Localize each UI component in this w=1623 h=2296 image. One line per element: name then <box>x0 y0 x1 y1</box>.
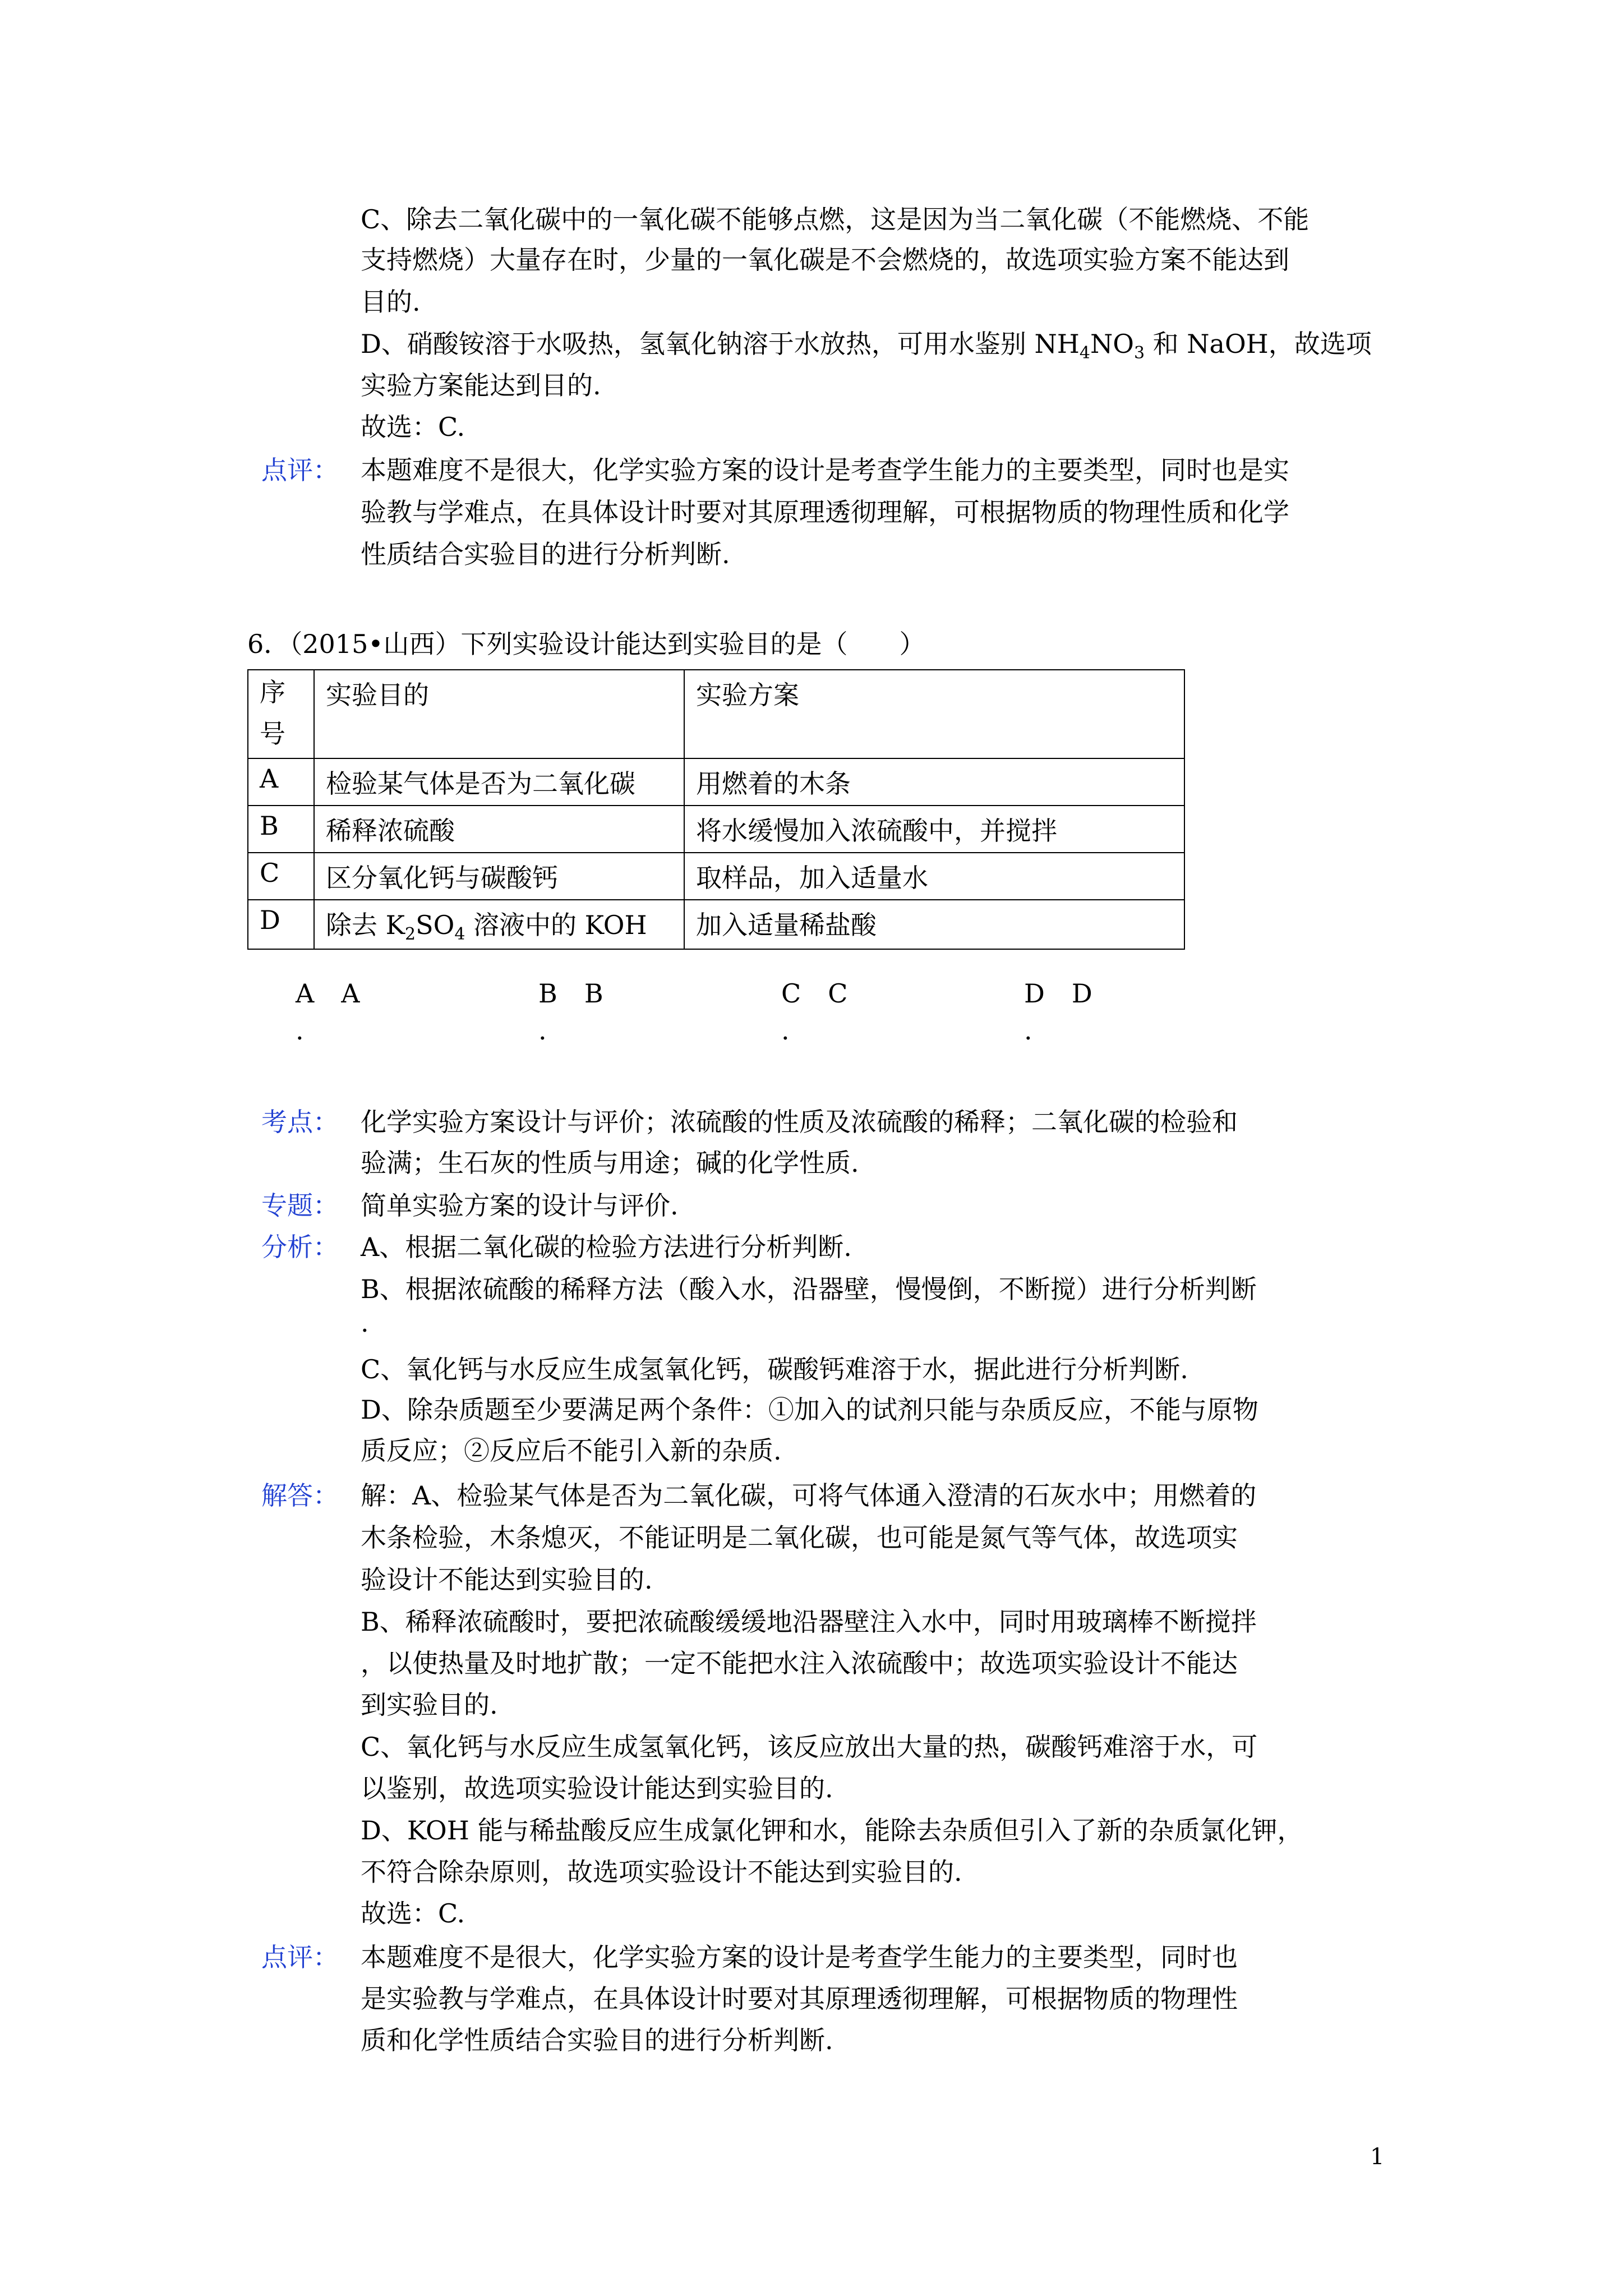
prev-comment-l2: 验教与学难点，在具体设计时要对其原理透彻理解，可根据物质的物理性质和化学 <box>361 497 1289 527</box>
row-a-goal: 检验某气体是否为二氧化碳 <box>314 758 684 806</box>
row-d-goal-sub1: 2 <box>405 924 416 944</box>
zhuanti-text: 简单实验方案的设计与评价. <box>361 1190 679 1221</box>
fenxi-l5: D、除杂质题至少要满足两个条件：①加入的试剂只能与杂质反应，不能与原物 <box>361 1395 1258 1425</box>
option-a-letter: A <box>296 978 315 1009</box>
kaodian-l1: 化学实验方案设计与评价；浓硫酸的性质及浓硫酸的稀释；二氧化碳的检验和 <box>361 1107 1238 1137</box>
header-index: 序号 <box>248 670 314 758</box>
jieda-l11: 故选：C. <box>361 1898 465 1929</box>
prev-d-line2: 实验方案能达到目的. <box>361 370 601 401</box>
jieda-l10: 不符合除杂原则，故选项实验设计不能达到实验目的. <box>361 1857 962 1887</box>
dianping-l2: 是实验教与学难点，在具体设计时要对其原理透彻理解，可根据物质的物理性 <box>361 1984 1238 2014</box>
jieda-l1: 解：A、检验某气体是否为二氧化碳，可将气体通入澄清的石灰水中；用燃着的 <box>361 1480 1257 1511</box>
row-a-plan: 用燃着的木条 <box>684 758 1184 806</box>
fenxi-l4: C、氧化钙与水反应生成氢氧化钙，碳酸钙难溶于水，据此进行分析判断. <box>361 1354 1188 1384</box>
prev-d-text-c: 和 NaOH，故选项 <box>1145 329 1372 359</box>
dianping-l1: 本题难度不是很大，化学实验方案的设计是考查学生能力的主要类型，同时也 <box>361 1942 1238 1972</box>
option-d-text: D <box>1071 978 1092 1009</box>
jieda-l9: D、KOH 能与稀盐酸反应生成氯化钾和水，能除去杂质但引入了新的杂质氯化钾， <box>361 1815 1303 1846</box>
option-b-text: B <box>584 978 603 1009</box>
prev-answer: 故选：C. <box>361 412 465 442</box>
experiment-table <box>247 669 1185 950</box>
row-d-goal <box>314 900 684 949</box>
table-row <box>248 806 1184 853</box>
row-c-plan: 取样品，加入适量水 <box>684 853 1184 900</box>
option-b[interactable] <box>538 978 603 1009</box>
table-header-row <box>248 670 1184 758</box>
row-d-goal-b: SO <box>416 910 455 940</box>
row-c-id: C <box>248 853 314 900</box>
prev-d-text-a: D、硝酸铵溶于水吸热，氢氧化钠溶于水放热，可用水鉴别 NH <box>361 329 1080 359</box>
jieda-l4: B、稀释浓硫酸时，要把浓硫酸缓缓地沿器壁注入水中，同时用玻璃棒不断搅拌 <box>361 1607 1257 1637</box>
option-d-letter: D <box>1024 978 1045 1009</box>
prev-c-line3: 目的. <box>361 287 421 317</box>
option-d-dot: . <box>1024 1015 1032 1046</box>
jieda-l7: C、氧化钙与水反应生成氢氧化钙，该反应放出大量的热，碳酸钙难溶于水，可 <box>361 1732 1258 1762</box>
option-a-dot: . <box>296 1015 304 1046</box>
prev-d-line1 <box>361 331 1372 362</box>
option-c-text: C <box>828 978 848 1009</box>
row-c-goal: 区分氧化钙与碳酸钙 <box>314 853 684 900</box>
question-stem: 6．（2015•山西）下列实验设计能达到实验目的是（ ） <box>247 629 925 659</box>
page-number: 1 <box>1370 2144 1385 2170</box>
prev-comment-l3: 性质结合实验目的进行分析判断. <box>361 539 730 569</box>
fenxi-l3: . <box>361 1308 369 1338</box>
prev-comment-l1: 本题难度不是很大，化学实验方案的设计是考查学生能力的主要类型，同时也是实 <box>361 455 1289 485</box>
table-row <box>248 758 1184 806</box>
row-b-plan: 将水缓慢加入浓硫酸中，并搅拌 <box>684 806 1184 853</box>
option-c-letter: C <box>781 978 801 1009</box>
fenxi-l2: B、根据浓硫酸的稀释方法（酸入水，沿器壁，慢慢倒，不断搅）进行分析判断 <box>361 1274 1257 1304</box>
header-goal: 实验目的 <box>314 670 684 758</box>
option-c[interactable] <box>781 978 848 1009</box>
row-d-goal-sub2: 4 <box>454 924 465 944</box>
zhuanti-label: 专题： <box>261 1190 339 1221</box>
prev-c-line2: 支持燃烧）大量存在时，少量的一氧化碳是不会燃烧的，故选项实验方案不能达到 <box>361 245 1289 275</box>
prev-d-sub2: 3 <box>1133 343 1145 363</box>
fenxi-l6: 质反应；②反应后不能引入新的杂质. <box>361 1435 782 1466</box>
option-c-dot: . <box>781 1015 790 1046</box>
row-b-id: B <box>248 806 314 853</box>
jieda-l3: 验设计不能达到实验目的. <box>361 1565 653 1595</box>
row-d-plan: 加入适量稀盐酸 <box>684 900 1184 949</box>
table-row <box>248 853 1184 900</box>
header-plan: 实验方案 <box>684 670 1184 758</box>
kaodian-l2: 验满；生石灰的性质与用途；碱的化学性质. <box>361 1148 859 1178</box>
jieda-label: 解答： <box>261 1480 339 1511</box>
option-d[interactable] <box>1024 978 1092 1009</box>
dianping-label: 点评： <box>261 1942 339 1972</box>
prev-d-sub1: 4 <box>1079 343 1090 363</box>
option-b-letter: B <box>538 978 557 1009</box>
jieda-l2: 木条检验，木条熄灭，不能证明是二氧化碳，也可能是氮气等气体，故选项实 <box>361 1522 1238 1553</box>
option-a-text: A <box>341 978 360 1009</box>
prev-c-line1: C、除去二氧化碳中的一氧化碳不能够点燃，这是因为当二氧化碳（不能燃烧、不能 <box>361 204 1310 234</box>
dianping-l3: 质和化学性质结合实验目的进行分析判断. <box>361 2025 833 2055</box>
prev-comment-label: 点评： <box>261 455 339 485</box>
fenxi-label: 分析： <box>261 1232 339 1262</box>
fenxi-l1: A、根据二氧化碳的检验方法进行分析判断. <box>361 1232 852 1262</box>
prev-d-text-b: NO <box>1090 329 1134 359</box>
jieda-l6: 到实验目的. <box>361 1690 498 1720</box>
row-d-id: D <box>248 900 314 949</box>
jieda-l8: 以鉴别，故选项实验设计能达到实验目的. <box>361 1773 833 1803</box>
option-a[interactable] <box>296 978 360 1009</box>
option-b-dot: . <box>538 1015 547 1046</box>
row-a-id: A <box>248 758 314 806</box>
row-b-goal: 稀释浓硫酸 <box>314 806 684 853</box>
kaodian-label: 考点： <box>261 1107 339 1137</box>
row-d-goal-c: 溶液中的 KOH <box>465 910 647 940</box>
table-row <box>248 900 1184 949</box>
jieda-l5: ，以使热量及时地扩散；一定不能把水注入浓硫酸中；故选项实验设计不能达 <box>361 1648 1238 1678</box>
row-d-goal-a: 除去 K <box>326 910 405 940</box>
